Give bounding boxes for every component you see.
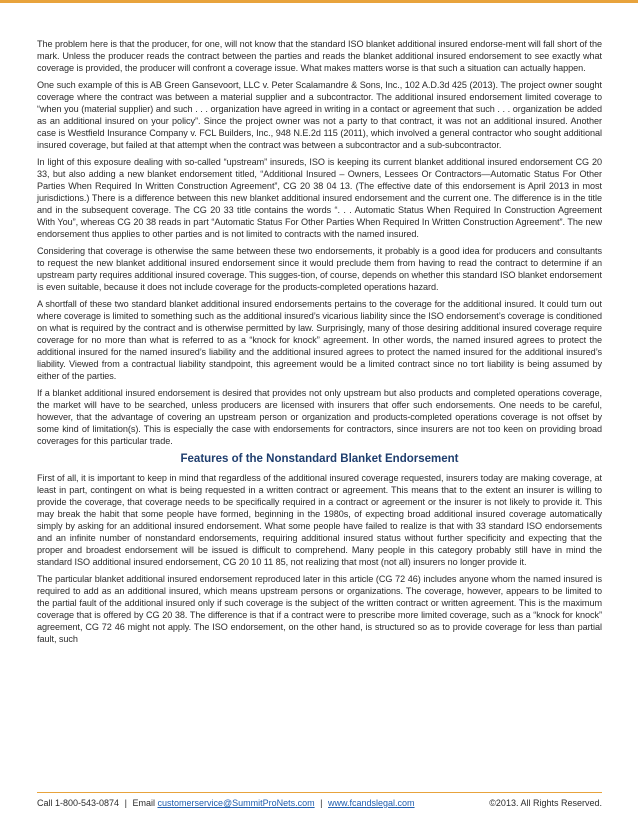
- paragraph-shortfall: A shortfall of these two standard blanket additional insured endorsements pertains to the coverage for the additional insured. It could turn out where coverage is limited to something such as the additional insured’s vicarious liability since the ISO endorsement’s coverage is conditioned on what is required by the contract and is otherwise permitted by law. Surprisingly, many of those desiring additional insured coverage require coverage for no more than what is referred to as a “knock for knock” agreement. In other words, the named insured agrees to protect the additional insured for the named insured’s liability and the additional insured agrees to protect the named insured for the additional insured’s liability. Viewed from a contractual liability standpoint, this agreement would be a limited contract since no tort liability is being assumed by either of the parties.: [37, 299, 602, 381]
- paragraph-problem: The problem here is that the producer, for one, will not know that the standard ISO blanket additional insured endorse-ment will fall short of the mark. Unless the producer reads the contract between the parties and reads the blanket additional insured endorsement to see exactly what coverage is provided, the producer will confront a coverage issue. What makes matters worse is that such a situation can actually happen.: [37, 39, 602, 73]
- section-heading: Features of the Nonstandard Blanket Endorsement: [180, 453, 459, 465]
- paragraph-upstream-insureds: In light of this exposure dealing with so-called “upstream” insureds, ISO is keeping its current blanket additional insured endorsement CG 20 33, but also adding a new blanket endorsement titled, “Additional Insured – Owners, Lessees Or Contractors—Automatic Status For Other Parties When Required In Written Construction Agreement”, CG 20 38 04 13. (The effective date of this endorsement is April 2013 in most jurisdictions.) There is a difference between this new blanket additional insured endorsement and the current one. The difference is in the title and in the subsequent coverage. The CG 20 33 title contains the words “. . . Automatic Status When Required In Construction Agreement With You”, whereas CG 20 38 reads in part “Automatic Status For Other Parties When Required In Written Construction Agreement”. The new endorsement thus applies to other parties and is not limited to contracts with the named insured.: [37, 157, 602, 239]
- footer-rule: [37, 792, 602, 793]
- page-footer: [37, 797, 602, 809]
- paragraph-first-of-all: First of all, it is important to keep in mind that regardless of the additional insured coverage requested, insurers today are making coverage, at least in part, contingent on what is being requested in a written contract or agreement. This means that to the extent an insurer is willing to provide the coverage, that coverage needs to be specifically required in a contract or agreement or the insurer is not likely to provide it. This may break the habit that some people have formed, beginning in the 1980s, of expecting broad additional insured coverage automatically simply by asking for an additional insured endorsement. What some people have failed to realize is that with 33 standard ISO endorsements and an infinite number of nonstandard endorsements, requiring additional insured status without further specificity and expecting that the proper and broadest endorsement will be issued is difficult to comprehend. Many people in this category probably still have in mind the standard ISO additional insured endorsement, CG 20 10 11 85, not realizing that most (not all) insurers no longer provide it.: [37, 473, 602, 567]
- footer-email-label: Email: [132, 798, 155, 808]
- paragraph-ab-green-example: One such example of this is AB Green Gansevoort, LLC v. Peter Scalamandre & Sons, Inc., 102 A.D.3d 425 (2013). The project owner sought coverage where the contract was between a material supplier and a subcontractor. The additional insured endorsement limited coverage to “when you (material supplier) and such . . . organization have agreed in writing in a contact or agreement that such . . . organization be added as an additional insured on your policy”. Since the project owner was not a party to that contract, it was not an additional insured. Another case is Westfield Insurance Company v. FCL Builders, Inc., 948 N.E.2d 115 (2011), which involved a general contractor who sought additional insured coverage, but failed at that attempt when the contract was between a subcontractor and a sub-subcontractor.: [37, 80, 602, 150]
- top-accent-rule: [0, 0, 638, 3]
- footer-copyright: ©2013. All Rights Reserved.: [489, 798, 602, 808]
- paragraph-considering-coverage: Considering that coverage is otherwise the same between these two endorsements, it probably is a good idea for producers and consultants to request the new blanket additional insured endorsement since it would preclude them from having to read the contract to determine if an upstream party requires additional insured coverage. This sugges-tion, of course, depends on whether this standard ISO blanket endorsement is even suitable, because it does not include coverage for the products-completed operations hazard.: [37, 246, 602, 292]
- paragraph-blanket-desired: If a blanket additional insured endorsement is desired that provides not only upstream but also products and completed operations coverage, the market will have to be searched, unless producers are licensed with insurers that offer such endorsements. One needs to be careful, however, that the advantage of covering an upstream person or organization and products-completed operations coverage is not offset by some kind of limitation(s). This is especially the case with endorsements for contractors, since insurers are not too keen on providing broad coverages for this particular trade.: [37, 388, 602, 446]
- article-body: [37, 38, 602, 650]
- footer-website-link[interactable]: www.fcandslegal.com: [328, 798, 415, 808]
- footer-phone: Call 1-800-543-0874: [37, 798, 120, 808]
- footer-separator: |: [320, 798, 323, 808]
- footer-email-link[interactable]: customerservice@SummitProNets.com: [157, 798, 315, 808]
- paragraph-particular-endorsement: The particular blanket additional insured endorsement reproduced later in this article (CG 72 46) includes anyone whom the named insured is required to add as an additional insured, which means upstream persons or organizations. The coverage, however, appears to be limited to the partial fault of the additional insured only if such coverage is the subject of the written contract or written agreement. This is the maximum coverage that is offered by CG 20 38. The difference is that if a contract were to prescribe more limited coverage, such as a “knock for knock” agreement, CG 72 46 might not apply. The ISO endorsement, on the other hand, is structured so as to provide coverage for less than partial fault, such: [37, 574, 602, 644]
- footer-separator: |: [124, 798, 127, 808]
